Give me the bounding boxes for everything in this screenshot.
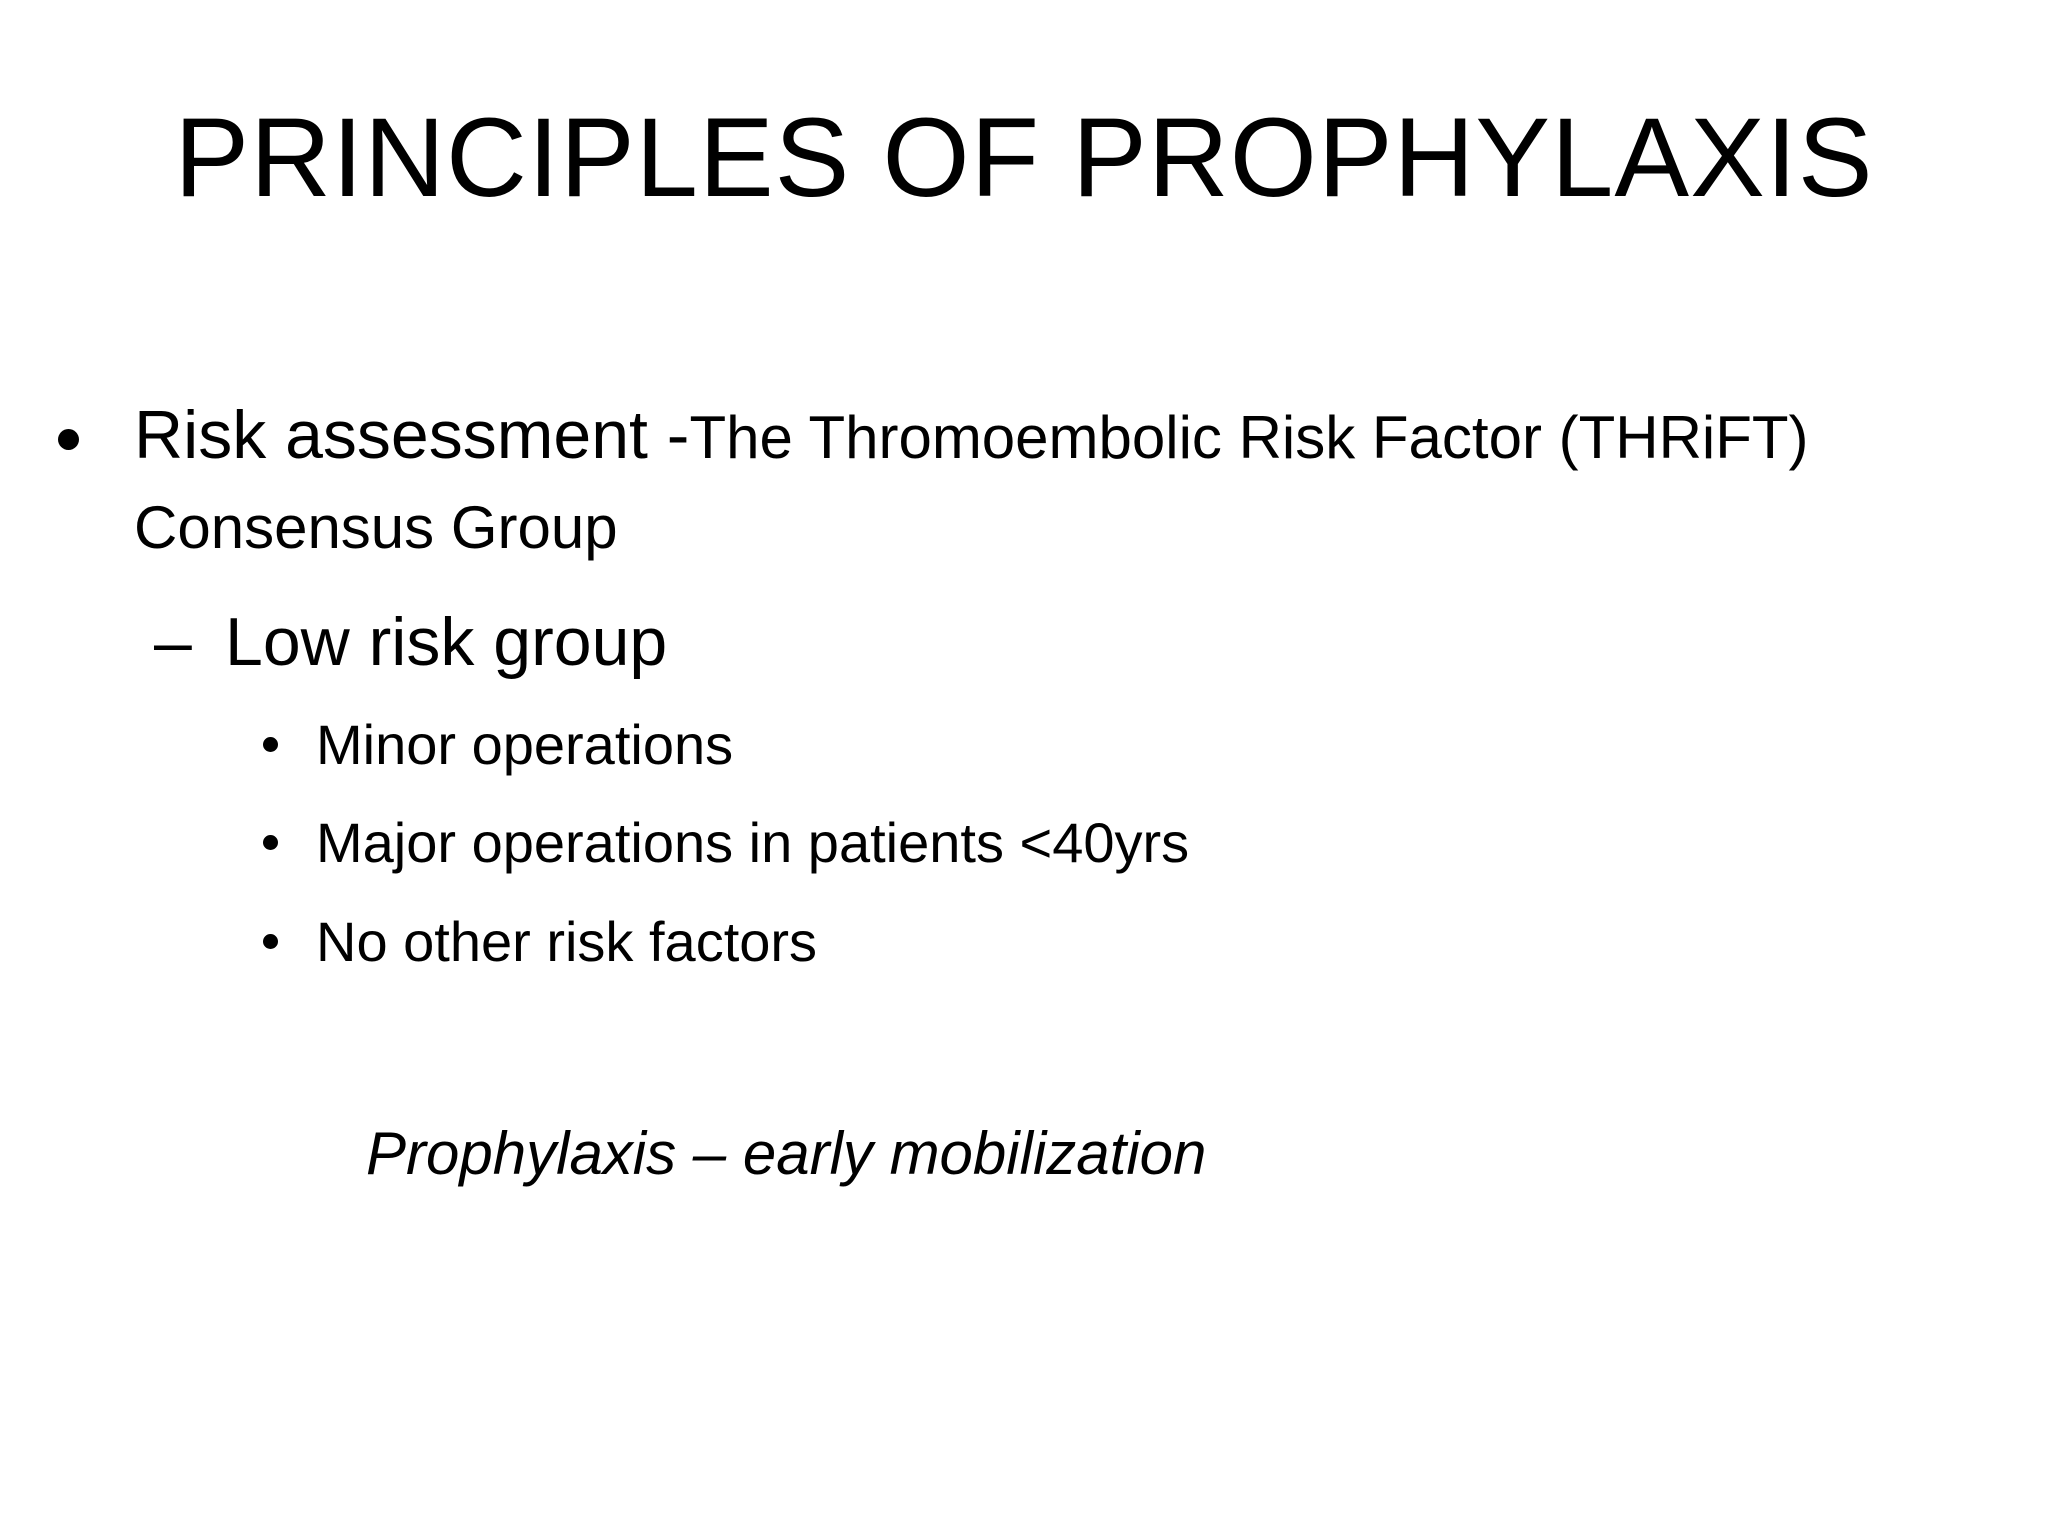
list-item-no-risk-factors: No other risk factors	[316, 910, 818, 973]
main-point-heading: Risk assessment -	[134, 397, 690, 473]
slide-title: PRINCIPLES OF PROPHYLAXIS	[174, 95, 1874, 220]
main-point-detail-line1: The Thromoembolic Risk Factor (THRiFT)	[689, 404, 1809, 471]
prophylaxis-note: Prophylaxis – early mobilization	[366, 1120, 1207, 1187]
subpoint-dash: –	[154, 604, 192, 680]
bullet-level3-icon	[263, 835, 278, 850]
subpoint-label: Low risk group	[225, 604, 668, 680]
bullet-level3-icon	[263, 737, 278, 752]
bullet-level3-icon	[263, 934, 278, 949]
main-point	[134, 388, 2014, 485]
list-item-minor-operations: Minor operations	[316, 713, 734, 776]
list-item-major-operations: Major operations in patients <40yrs	[316, 811, 1190, 874]
main-point-detail-line2: Consensus Group	[134, 494, 618, 561]
bullet-level1-icon	[58, 429, 79, 450]
